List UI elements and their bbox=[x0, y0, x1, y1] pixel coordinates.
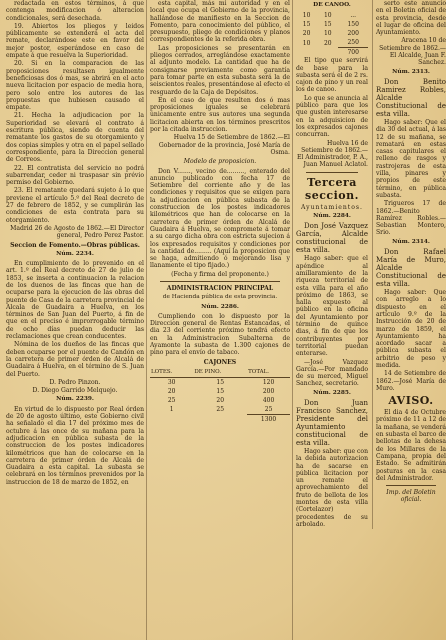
table-cell: 200 bbox=[262, 387, 275, 395]
notice-number: Núm. 2285. bbox=[313, 389, 351, 396]
section-subheading: Ayuntamientos. bbox=[301, 203, 363, 211]
table-cell: 1 bbox=[169, 406, 174, 414]
table-cell: 400 bbox=[262, 396, 275, 404]
column-divider bbox=[146, 0, 147, 640]
table-cell: ... bbox=[350, 12, 357, 20]
paragraph: Don V......., vecino de........., enterado del anuncio publicado con fecha 17 de Setiembre del corriente año y de las condiciones y requisitos que se exigen para la adjudicacion en pública subasta de la construccion de los postes indicadores kilométricos que han de colocarse en la carretera de primer órden de Alcalá de Guadaira á Huelva, se compromete á tomar a su cargo dicha obra con estricta sujecion á los expresados requisitos y condiciones por la cantidad de......... (Aquí la proposicion que se haga, admitiendo ó mejorando lisa y llanamente el tipo fijado.) bbox=[150, 167, 290, 270]
table-cell: 15 bbox=[323, 21, 332, 29]
paragraph: Hago saber: que el apéndice al amillaramiento de la riqueza territorial de esta villa para el año próximo de 1863, se halla expuesto al público en la oficina del Ayuntamiento por término de quince dias, á fin de que los contribuyentes por territorial puedan enterarse. bbox=[296, 255, 368, 358]
table-cell: 10 bbox=[323, 30, 332, 38]
column-right bbox=[296, 0, 446, 640]
paragraph: Hago saber: Que con arreglo a lo dispuesto en el artículo 9.º de la Instrucción de 20 de marzo de 1859, el Ayuntamiento ha acordado sacar a pública subasta el arbitrio de peso y medida. bbox=[376, 289, 446, 369]
paragraph: 14 de Setiembre de 1862.—José María de Muro. bbox=[376, 370, 446, 392]
table-cell: 120 bbox=[262, 378, 275, 386]
table-total: 1300 bbox=[247, 414, 290, 424]
section-heading: Tercera seccion. bbox=[305, 175, 359, 202]
paragraph: (Fecha y firma del proponente.) bbox=[171, 270, 269, 278]
aviso-heading: AVISO. bbox=[388, 394, 434, 408]
paragraph: —José Vazquez García.—Por mandado de su merced, Miguel Sanchez, secretario. bbox=[296, 358, 368, 388]
table-title: CAJONES bbox=[203, 358, 237, 366]
paragraph: El tipo que servirá de base para la subasta será el de 2 rs. cajon de pino y un real los de canoo. bbox=[296, 57, 368, 94]
table-row bbox=[150, 377, 290, 387]
subcolumn bbox=[296, 0, 368, 529]
section-heading: Seccion de Fomento.—Obras públicas. bbox=[10, 241, 140, 249]
owner-name: D. Pedro Pinzon. bbox=[49, 378, 101, 386]
signature-date: Huelva 16 de Setiembre de 1862.—El Administrador, P. A., Juan Manuel Aclatol. bbox=[296, 139, 368, 169]
canoo-table bbox=[296, 11, 368, 57]
paragraph: esta capital, más mi autoridad y en el local que ocupa el Gobierno de la provincia, hallándose de manifiesto en la Seccion de Fomento, para conocimiento del público, el presupuesto, pliego de condiciones y planos correspondientes de la referida obra. bbox=[150, 0, 290, 44]
table-header: DE PINO. bbox=[193, 368, 247, 378]
notice-number: Núm. 2234. bbox=[56, 250, 94, 257]
table-header: LOTES. bbox=[150, 368, 193, 378]
table-row bbox=[296, 20, 368, 29]
table-cell: 15 bbox=[216, 378, 225, 386]
table-cell: 15 bbox=[216, 387, 225, 395]
table-cell: 15 bbox=[302, 21, 311, 29]
cajones-table bbox=[150, 368, 290, 424]
subcolumn bbox=[372, 0, 446, 529]
section-subheading: de Hacienda pública de esta provincia. bbox=[162, 294, 278, 301]
model-heading: Modelo de proposicion. bbox=[183, 158, 257, 166]
notice-number: Núm. 2239. bbox=[56, 396, 94, 403]
table-cell: 25 bbox=[264, 405, 273, 413]
table-cell: 150 bbox=[347, 21, 359, 29]
paragraph: Lo que se anuncia al público para que los que gusten interesarse en la adquisicion de los expresados cajones concurran. bbox=[296, 94, 368, 139]
separator bbox=[386, 485, 436, 486]
paragraph: 21. Hecha la adjudicacion por la Superioridad se elevará el contrato á escritura pública, siendo de cuenta del rematante los gastos de su otorgamiento y dos copias simples y otra en el papel sellado correspondiente, para la Direccion general de Correos. bbox=[6, 112, 144, 164]
table-cell: 25 bbox=[167, 396, 176, 404]
table-total-row bbox=[150, 414, 290, 424]
paragraph: 19. Abiertos los pliegos y leidos públicamente se extenderá el acta del remate, declarándose este en favor del mejor postor, esperándose en caso de empate á que resuelva la Superioridad. bbox=[6, 22, 144, 60]
table-row bbox=[296, 11, 368, 20]
paragraph: 22. El contratista del servicio no podrá subarrendar, ceder ni traspasar sin prévio permiso del Gobierno. bbox=[6, 164, 144, 187]
table-cell: 10 bbox=[302, 39, 311, 47]
paragraph: serto este anuncio en el Boletin oficial de esta provincia, desde el lugar de oficina del Ayuntamiento. bbox=[376, 0, 446, 37]
notice-number: Núm. 2286. bbox=[201, 303, 239, 310]
notice-number: Núm. 2313. bbox=[392, 68, 430, 75]
paragraph: Don Juan Francisco Sanchez, Presidente del Ayuntamiento constitucional de esta villa. bbox=[296, 398, 368, 447]
paragraph: Cumpliendo con lo dispuesto por la Direccion general de Rentas Estancadas, el dia 23 del corriente próximo tendrá efecto en la Administracion Subalterna de Ayamonte la subasta de 1.300 cajones de pino para el envío de tabaco. bbox=[150, 312, 290, 357]
table-cell: 20 bbox=[323, 39, 332, 47]
column-left bbox=[6, 0, 144, 640]
table-row bbox=[296, 29, 368, 38]
table-title: DE CANOO. bbox=[313, 2, 351, 8]
table-row bbox=[150, 387, 290, 396]
table-cell: 20 bbox=[216, 396, 225, 404]
paragraph: En virtud de lo dispuesto por Real órden de 20 de agosto último, este Gobierno civil ha señalado el dia 17 del próximo mes de octubre á las once de su mañana para la adjudicacion en pública subasta de la construccion de los postes indicadores kilométricos que han de colocarse en la carretera de primer órden de Alcalá de Guadaira a esta capital. La subasta se celebrará en los términos prevenidos por la instruccion de 18 de marzo de 1852, en bbox=[6, 405, 144, 486]
separator bbox=[306, 172, 358, 173]
table-header: TOTAL. bbox=[247, 368, 290, 378]
table-cell: 10 bbox=[323, 12, 332, 20]
column-middle bbox=[150, 0, 290, 640]
paragraph: El dia 4 de Octubre próximo de 11 a 12 de la mañana, se venderá en subasta el barco de bellotas de la dehesa de los Millares de la Campana, propia del Estado. Se admitirán posturas en la casa del Administrador. bbox=[376, 409, 446, 482]
separator bbox=[160, 281, 280, 282]
notice-number: Núm. 2284. bbox=[313, 213, 351, 220]
table-cell: 20 bbox=[167, 387, 176, 395]
table-row bbox=[296, 38, 368, 48]
signature-date: Huelva 15 de Setiembre de 1862.—El Gobernador de la provincia, José María de Osma. bbox=[158, 134, 290, 156]
paragraph: Trigueros 17 de 1862.—Benito Ramírez Robles.—Sebastian Montero, Srio. bbox=[376, 200, 446, 237]
paragraph: Las proposiciones se presentarán en pliegos cerrados, arreglándose exactamente al adjunto modelo. La cantidad que ha de consignarse previamente como garantía para tomar parte en esta subasta será la de seiscientos reales, presentándose al efecto el resguardo de la Caja de Depósitos. bbox=[150, 44, 290, 96]
paragraph: Don José Vazquez García, Alcalde constitucional de esta villa. bbox=[296, 222, 368, 255]
printer-footer: Imp. del Boletin oficial. bbox=[386, 489, 436, 504]
table-cell: 250 bbox=[347, 39, 359, 47]
table-cell: 25 bbox=[216, 406, 225, 414]
table-cell: 30 bbox=[167, 378, 176, 386]
column-divider bbox=[292, 0, 293, 640]
table-cell: 10 bbox=[302, 12, 311, 20]
table-row bbox=[150, 396, 290, 405]
paragraph: Hago saber: Que el dia 30 del actual, á las 12 de su mañana, se rematará en estas casas capitulares el relleno de rasgos y rastrojeras de esta villa, pinares y propios de este término, en pública subasta. bbox=[376, 118, 446, 199]
signature-date: Aracena 10 de Setiembre de 1862.—El Alcalde, Juan F. Sanchez. bbox=[379, 37, 446, 67]
paragraph: Nómina de los dueños de las fincas que deben ocuparse por el puente de Candón en la carretera de primer órden de Alcalá de Guadaira á Huelva, en el término de S. Juan del Puerto. bbox=[6, 341, 144, 378]
notice-number: Núm. 2314. bbox=[392, 238, 430, 245]
table-total: 700 bbox=[338, 48, 368, 58]
paragraph: 23. El rematante quedará sujeto á lo que previene el artículo 5.º del Real decreto de 27 de febrero de 1852, y se cumplirán las condiciones de esta contrata para su otorgamiento. bbox=[6, 187, 144, 224]
owner-name: D. Diego Garrido Melquejo. bbox=[32, 387, 118, 395]
table-total-row bbox=[296, 48, 368, 58]
paragraph: En el caso de que resulten dos ó mas proposiciones iguales se celebrará únicamente entre sus autores una segunda licitacion abierta en los términos prescritos por la citada instruccion. bbox=[150, 96, 290, 134]
paragraph: Don Benito Ramirez Robles, Alcalde Constitucional de esta villa. bbox=[376, 77, 446, 118]
signature-date: Madrid 26 de Agosto de 1862.—El Director general, Pedro Perez Pastor. bbox=[10, 224, 144, 240]
table-row bbox=[150, 405, 290, 415]
paragraph: 20. Si en la comparacion de las proposiciones resultasen igualmente beneficiosas dos ó mas, se abrirá en el acto nueva licitacion por espacio de media hora, pero solo entre los autores de las propuestas que hubiesen causado el empate. bbox=[6, 60, 144, 112]
section-heading: ADMINISTRACION PRINCIPAL bbox=[166, 284, 274, 292]
paragraph: Hago saber: que con la debida autorizacion ha de sacarse en pública licitacion por un remate el aprovechamiento del fruto de bellota de los montes de esta villa (Cortelazor) procedentes de su arbolado. bbox=[296, 447, 368, 528]
paragraph: redactada en estos términos, á que contenga modificacion ó alteracion condicionales, será desechada. bbox=[6, 0, 144, 22]
table-cell: 200 bbox=[347, 30, 359, 38]
paragraph: En cumplimiento de lo prevenido en el art. 1.º del Real decreto de 27 de julio de 1853, se inserta a continuacion la relacion de los duenos de las fincas que han de ocuparse para la ejecucion de las obras del puente de Casa de la carretera provincial de Alcala de Guadaira a Huelva, en los términos de San Juan del Puerto, á fin de que en el preciso é improrrogable término de ocho días puedan deducir las reclamaciones que crean conducentes. bbox=[6, 260, 144, 341]
paragraph: Don Rafael María de Muro, Alcalde Constitucional de esta villa. bbox=[376, 248, 446, 289]
table-cell: 20 bbox=[302, 30, 311, 38]
